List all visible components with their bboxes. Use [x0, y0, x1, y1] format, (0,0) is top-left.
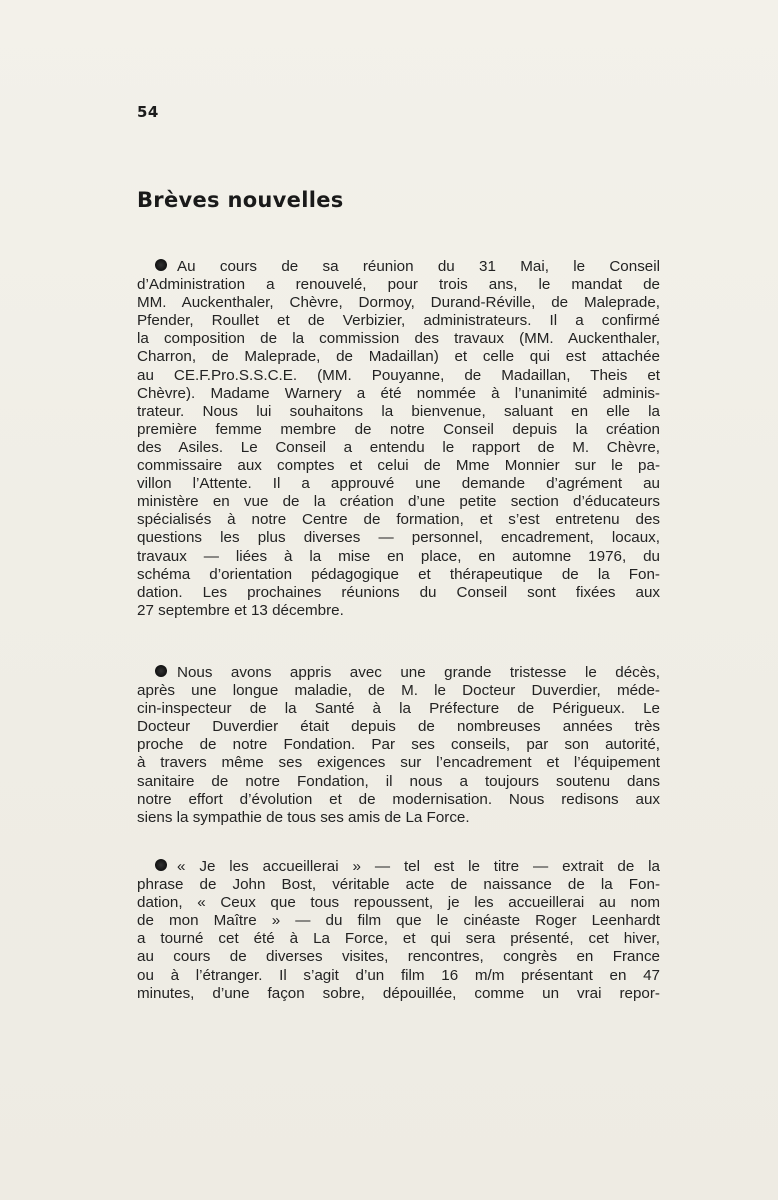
bullet-icon: [155, 665, 167, 677]
paragraph-line: Charron, de Maleprade, de Madaillan) et celle qui est attachée: [137, 348, 660, 366]
paragraph-line: Pfender, Roullet et de Verbizier, administrateurs. Il a confirmé: [137, 312, 660, 330]
news-item-conseil: [137, 258, 660, 620]
paragraph-line: à travers même ses exigences sur l’encadrement et l’équipement: [137, 754, 660, 772]
paragraph-line: sanitaire de notre Fondation, il nous a toujours soutenu dans: [137, 772, 660, 790]
paragraph-line: phrase de John Bost, véritable acte de naissance de la Fon-: [137, 876, 660, 894]
paragraph-line: au CE.F.Pro.S.S.C.E. (MM. Pouyanne, de Madaillan, Theis et: [137, 366, 660, 384]
paragraph-line: dation. Les prochaines réunions du Conseil sont fixées aux: [137, 583, 660, 601]
paragraph-line: première femme membre de notre Conseil depuis la création: [137, 420, 660, 438]
paragraph-line: proche de notre Fondation. Par ses conseils, par son autorité,: [137, 736, 660, 754]
paragraph-line: de mon Maître » — du film que le cinéaste Roger Leenhardt: [137, 912, 660, 930]
news-item-film: [137, 858, 660, 1003]
bullet-icon: [155, 859, 167, 871]
paragraph-line: des Asiles. Le Conseil a entendu le rapport de M. Chèvre,: [137, 438, 660, 456]
paragraph-line: Au cours de sa réunion du 31 Mai, le Conseil: [137, 258, 660, 276]
paragraph-line: travaux — liées à la mise en place, en automne 1976, du: [137, 547, 660, 565]
paragraph-line: trateur. Nous lui souhaitons la bienvenue, saluant en elle la: [137, 402, 660, 420]
paragraph-line: cin-inspecteur de la Santé à la Préfecture de Périgueux. Le: [137, 700, 660, 718]
paragraph-line: ou à l’étranger. Il s’agit d’un film 16 m/m présentant en 47: [137, 966, 660, 984]
section-title: Brèves nouvelles: [137, 188, 344, 212]
paragraph-line: Docteur Duverdier était depuis de nombreuses années très: [137, 718, 660, 736]
paragraph-line: dation, « Ceux que tous repoussent, je les accueillerai au nom: [137, 894, 660, 912]
paragraph-line: d’Administration a renouvelé, pour trois ans, le mandat de: [137, 276, 660, 294]
paragraph-line: minutes, d’une façon sobre, dépouillée, comme un vrai repor-: [137, 984, 660, 1002]
page-number: 54: [137, 103, 159, 121]
paragraph-line: 27 septembre et 13 décembre.: [137, 601, 344, 619]
paragraph-line: commissaire aux comptes et celui de Mme Monnier sur le pa-: [137, 457, 660, 475]
paragraph-line: après une longue maladie, de M. le Docteur Duverdier, méde-: [137, 682, 660, 700]
paragraph-line: questions les plus diverses — personnel, encadrement, locaux,: [137, 529, 660, 547]
paragraph-line: Chèvre). Madame Warnery a été nommée à l’unanimité adminis-: [137, 384, 660, 402]
paragraph-line: ministère en vue de la création d’une petite section d’éducateurs: [137, 493, 660, 511]
paragraph-line: notre effort d’évolution et de modernisation. Nous redisons aux: [137, 790, 660, 808]
paragraph-line: schéma d’orientation pédagogique et thérapeutique de la Fon-: [137, 565, 660, 583]
paragraph-line: a tourné cet été à La Force, et qui sera présenté, cet hiver,: [137, 930, 660, 948]
news-item-duverdier: [137, 664, 660, 827]
paragraph-line: siens la sympathie de tous ses amis de La Force.: [137, 808, 470, 826]
paragraph-line: villon l’Attente. Il a approuvé une demande d’agrément au: [137, 475, 660, 493]
paragraph-line: MM. Auckenthaler, Chèvre, Dormoy, Durand-Réville, de Maleprade,: [137, 294, 660, 312]
bullet-icon: [155, 259, 167, 271]
paragraph-line: au cours de diverses visites, rencontres, congrès en France: [137, 948, 660, 966]
paragraph-line: « Je les accueillerai » — tel est le titre — extrait de la: [137, 858, 660, 876]
paragraph-line: la composition de la commission des travaux (MM. Auckenthaler,: [137, 330, 660, 348]
paragraph-line: spécialisés à notre Centre de formation, et s’est entretenu des: [137, 511, 660, 529]
paragraph-line: Nous avons appris avec une grande tristesse le décès,: [137, 664, 660, 682]
